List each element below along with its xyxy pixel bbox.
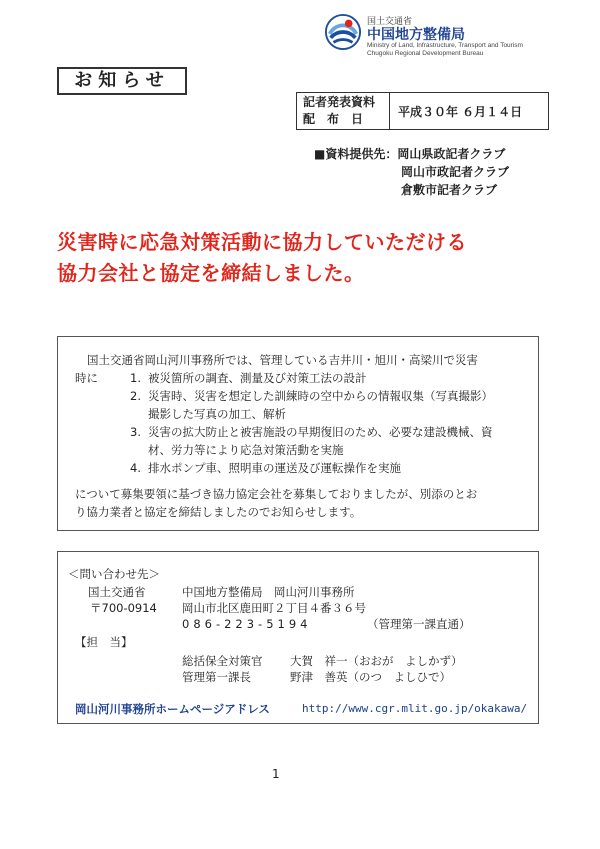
list-item [130,369,367,387]
contact-phone-note: （管理第一課直通） [367,617,471,631]
item-number: 2. [130,389,141,403]
press-club-kurashiki: 倉敷市記者クラブ [401,183,498,197]
org-english-ministry: Ministry of Land, Infrastructure, Transport and Tourism [367,42,523,49]
body-closing [75,485,477,521]
closing-line-2: り協力業者と協定を締結しましたのでお知らせします。 [75,505,362,519]
list-item [130,423,493,441]
item-number: 1. [130,371,141,385]
headline-line-1: 災害時に応急対策活動に協力していただける [57,230,467,254]
press-club-okayama-city: 岡山市政記者クラブ [401,165,510,179]
contact-org: 中国地方整備局 岡山河川事務所 [182,585,355,599]
person-name: 大賀 祥一（おおが よしかず） [290,654,463,668]
release-date-table [296,92,549,130]
press-clubs [314,145,509,199]
distribution-date-label: 配 布 日 [303,112,364,126]
org-bureau: 中国地方整備局 [367,27,465,43]
release-labels [297,93,390,129]
list-item [130,387,493,405]
org-english-bureau: Chugoku Regional Development Bureau [367,50,484,57]
notice-label: お知らせ [57,67,187,95]
contact-box [57,551,539,724]
person-role: 管理第一課長 [182,670,251,684]
body-intro-cont: 時に [75,371,98,385]
item-text: 排水ポンプ車、照明車の運送及び運転操作を実施 [148,461,401,475]
contact-address: 岡山市北区鹿田町２丁目４番３６号 [182,601,366,615]
contact-postal: 〒700-0914 [90,601,157,615]
person-name: 野津 善英（のつ よしひで） [290,670,451,684]
sources-label: ■資料提供先： [314,147,398,161]
body-intro: 国土交通省岡山河川事務所では、管理している吉井川・旭川・高梁川で災害 [87,353,478,367]
item-text-cont: 撮影した写真の加工、解析 [148,407,286,421]
item-text: 災害時、災害を想定した訓練時の空中からの情報収集（写真撮影） [148,389,493,403]
headline [57,227,467,289]
org-ministry: 国土交通省 [367,17,413,27]
item-text: 災害の拡大防止と被害施設の早期復旧のため、必要な建設機械、資 [148,425,493,439]
press-club-okayama-pref: 岡山県政記者クラブ [397,147,506,161]
person-role: 総括保全対策官 [182,654,263,668]
contact-org-label: 国土交通省 [88,585,146,599]
list-item [130,459,401,477]
charge-label: 【担 当】 [75,635,133,649]
item-text-cont: 材、労力等により応急対策活動を実施 [148,443,344,457]
headline-line-2: 協力会社と協定を締結しました。 [57,261,365,285]
press-release-label: 記者発表資料 [303,95,376,109]
list-item-cont [130,405,286,423]
item-text: 被災箇所の調査、測量及び対策工法の設計 [148,371,367,385]
page-number: 1 [272,767,280,781]
body-box [57,336,539,531]
ministry-logo-icon [324,13,362,51]
item-number: 3. [130,425,141,439]
homepage-url-link[interactable]: http://www.cgr.mlit.go.jp/okakawa/ [302,702,528,715]
item-number: 4. [130,461,141,475]
list-item-cont [130,441,344,459]
contact-title: ＜問い合わせ先＞ [68,567,160,581]
homepage-label: 岡山河川事務所ホームページアドレス [75,702,270,716]
release-date: 平成３０年 ６月１４日 [398,104,523,119]
closing-line-1: について募集要領に基づき協力協定会社を募集しておりましたが、別添のとお [75,487,478,501]
contact-phone: 086-223-5194 [182,617,312,631]
